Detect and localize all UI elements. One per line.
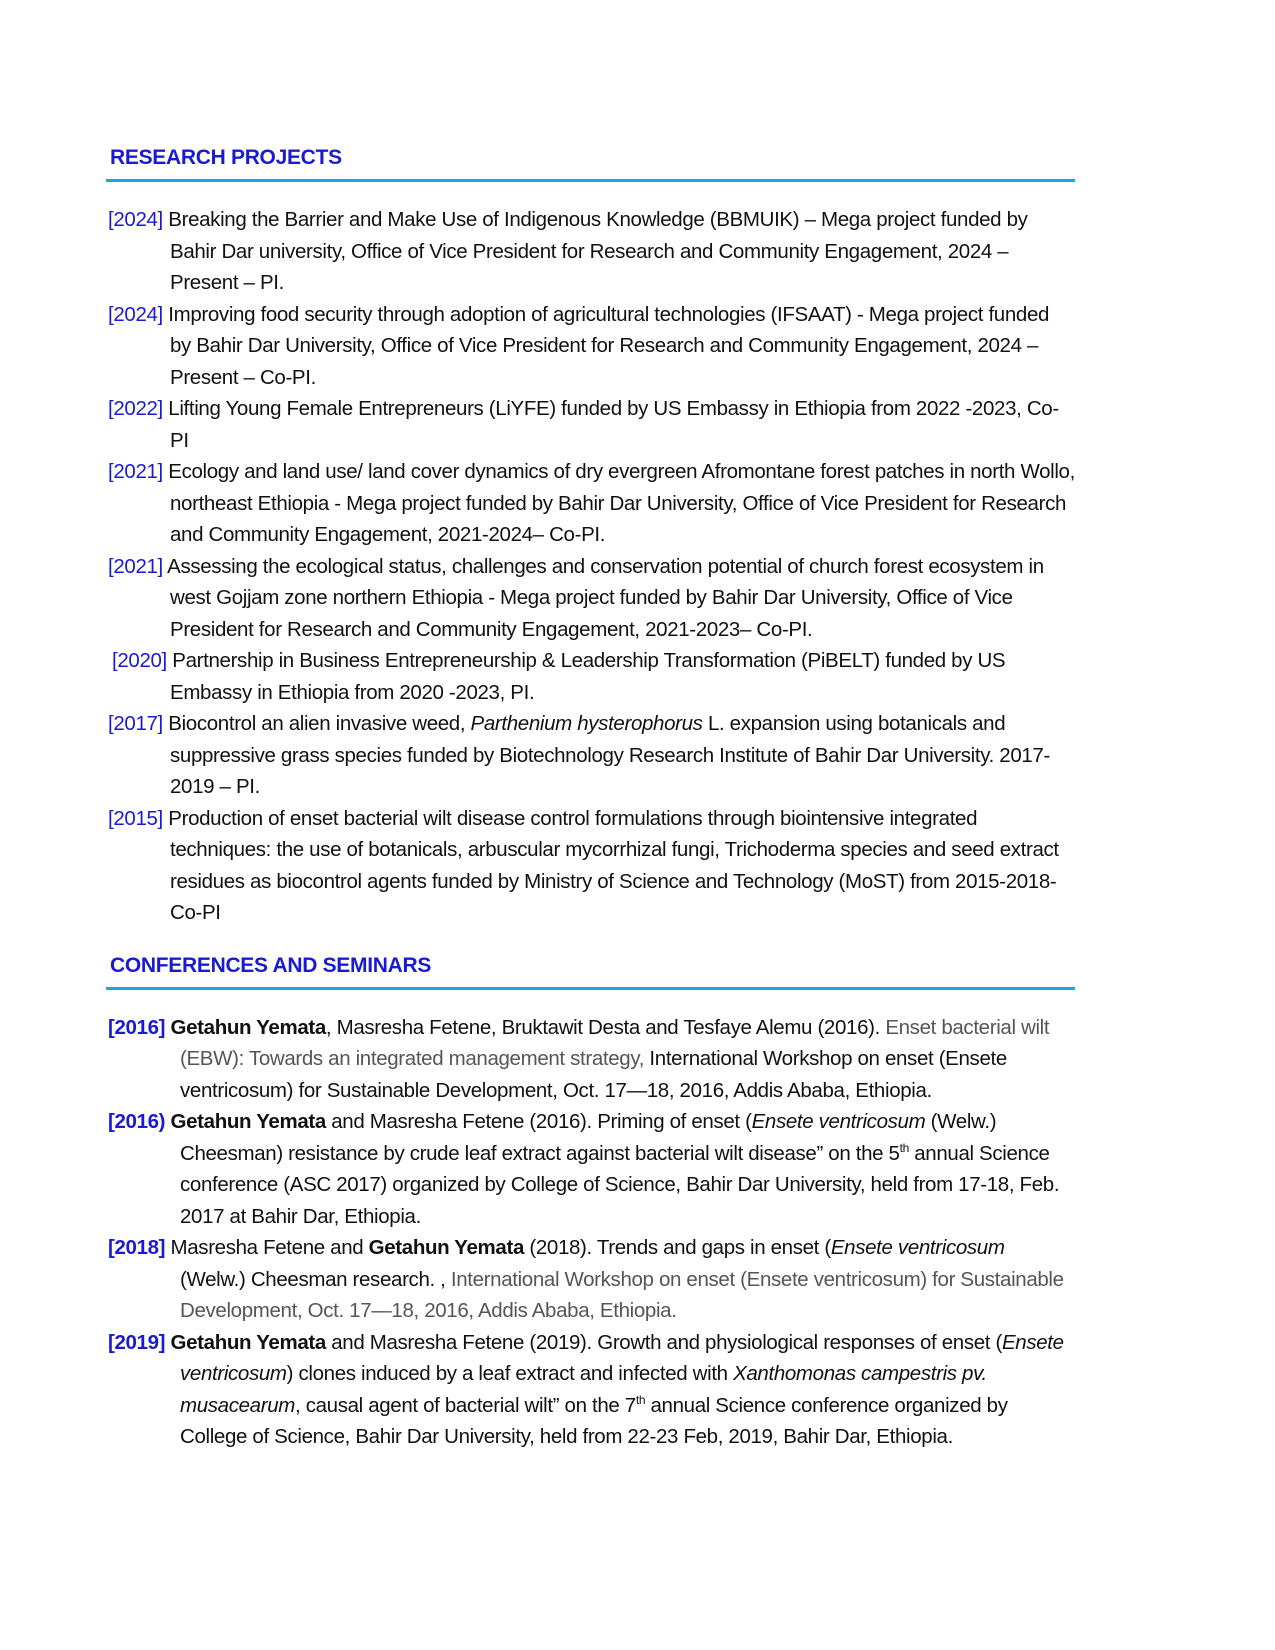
ordinal-suffix: th (635, 1392, 646, 1407)
entry-year: [2018] (108, 1236, 166, 1259)
research-projects-section (108, 145, 1075, 929)
entry-text: (Welw.) Cheesman research. , (180, 1267, 451, 1291)
author-name: Getahun Yemata (170, 1110, 326, 1133)
entry-text: and Masresha Fetene (2016). Priming of enset ( (325, 1110, 752, 1133)
research-project-entry (108, 803, 1075, 929)
entry-year: [2022] (108, 397, 163, 420)
entry-text: (2018). Trends and gaps in enset ( (524, 1236, 831, 1259)
entry-text: Breaking the Barrier and Make Use of Indigenous Knowledge (BBMUIK) – Mega project funded by Bahir Dar university, Office of Vice President for Research and Community Engagement, 2024 – Present – PI. (168, 208, 1028, 294)
entry-year: [2020] (112, 649, 167, 672)
entry-text: International Workshop on enset (Ensete ventricosum) for Sustainable Development, Oct. 17—18, 2016, Addis Ababa, Ethiopia. (180, 1047, 1007, 1102)
presentation-title: Enset bacterial wilt (EBW): Towards an integrated management strategy, (180, 1015, 1050, 1070)
entry-text: Biocontrol an alien invasive weed, (168, 712, 471, 735)
conference-entry (108, 1106, 1075, 1232)
author-name: Getahun Yemata (170, 1330, 326, 1354)
section-divider (106, 179, 1075, 182)
author-name: Getahun Yemata (170, 1015, 326, 1039)
conferences-seminars-section (108, 953, 1075, 1453)
entry-text: Masresha Fetene and (165, 1236, 369, 1259)
entry-year: [2021] (108, 554, 163, 578)
entry-text: annual Science conference (ASC 2017) organized by College of Science, Bahir Dar University, held from 17-18, Feb. 2017 at Bahir Dar, Ethiopia. (180, 1141, 1060, 1228)
entry-text: annual Science conference organized by College of Science, Bahir Dar University, held from 22-23 Feb, 2019, Bahir Dar, Ethiopia. (180, 1393, 1008, 1448)
entry-text: Production of enset bacterial wilt disease control formulations through biointensive integrated techniques: the use of botanicals, arbuscular mycorrhizal fungi, Trichoderma species and seed extract residues as biocontrol agents funded by Ministry of Science and Technology (MoST) from 2015-2018-Co-PI (168, 806, 1059, 924)
entry-text: Assessing the ecological status, challenges and conservation potential of church forest ecosystem in west Gojjam zone northern Ethiopia - Mega project funded by Bahir Dar University, Office of Vice President for Research and Community Engagement, 2021-2023– Co-PI. (167, 554, 1044, 641)
conference-entry (108, 1012, 1075, 1107)
entry-year: [2015] (108, 806, 163, 830)
research-project-entry (108, 204, 1075, 299)
ordinal-suffix: th (899, 1140, 909, 1155)
section-heading-conferences: CONFERENCES AND SEMINARS (110, 953, 432, 977)
section-heading-research-projects: RESEARCH PROJECTS (110, 146, 342, 169)
entry-text: , causal agent of bacterial wilt” on the 7 (295, 1393, 636, 1417)
entry-text: L. expansion using botanicals and suppressive grass species funded by Biotechnology Research Institute of Bahir Dar University. 2017-2019 – PI. (170, 712, 1050, 798)
research-project-entry (108, 393, 1075, 456)
research-project-entry (108, 299, 1075, 394)
conferences-list (108, 1012, 1075, 1453)
entry-text: ) clones induced by a leaf extract and infected with (286, 1362, 734, 1385)
species-name: Parthenium hysterophorus (470, 712, 703, 735)
section-divider (106, 987, 1075, 990)
pathogen-name: Xanthomonas campestris pv. musacearum (180, 1362, 987, 1417)
entry-year: [2021] (108, 460, 163, 483)
entry-year: [2024] (108, 208, 163, 231)
entry-year: [2019] (108, 1330, 166, 1354)
author-name: Getahun Yemata (368, 1236, 525, 1259)
entry-year: [2017] (108, 712, 163, 735)
species-name: Ensete ventricosum (751, 1110, 926, 1133)
entry-text: , Masresha Fetene, Bruktawit Desta and Tesfaye Alemu (2016). (325, 1015, 886, 1039)
entry-text: Partnership in Business Entrepreneurship & Leadership Transformation (PiBELT) funded by US Embassy in Ethiopia from 2020 -2023, PI. (170, 649, 1006, 704)
venue-text: International Workshop on enset (Ensete ventricosum) for Sustainable Development, Oct. 17—18, 2016, Addis Ababa, Ethiopia. (180, 1267, 1064, 1322)
conference-entry (108, 1232, 1075, 1327)
entry-text: Lifting Young Female Entrepreneurs (LiYFE) funded by US Embassy in Ethiopia from 2022 -2023, Co-PI (168, 397, 1059, 452)
research-project-entry (108, 645, 1075, 708)
research-project-entry (108, 456, 1075, 551)
entry-year: [2016) (108, 1110, 166, 1133)
research-project-entry (108, 551, 1075, 646)
entry-text: Ecology and land use/ land cover dynamics of dry evergreen Afromontane forest patches in north Wollo, northeast Ethiopia - Mega project funded by Bahir Dar University, Office of Vice President for Research and Community Engagement, 2021-2024– Co-PI. (168, 460, 1075, 546)
entry-text: and Masresha Fetene (2019). Growth and physiological responses of enset ( (325, 1330, 1002, 1354)
species-name: Ensete ventricosum (180, 1330, 1064, 1385)
research-project-entry (108, 708, 1075, 803)
conference-entry (108, 1327, 1075, 1453)
entry-year: [2024] (108, 302, 163, 326)
entry-text: (Welw.) Cheesman) resistance by crude leaf extract against bacterial wilt disease” on the 5 (180, 1110, 997, 1165)
entry-text: Improving food security through adoption of agricultural technologies (IFSAAT) - Mega project funded by Bahir Dar University, Office of Vice President for Research and Community Engagement, 2024 – Present – Co-PI. (168, 302, 1050, 389)
entry-year: [2016] (108, 1015, 166, 1039)
research-projects-list (108, 204, 1075, 929)
species-name: Ensete ventricosum (830, 1236, 1005, 1259)
